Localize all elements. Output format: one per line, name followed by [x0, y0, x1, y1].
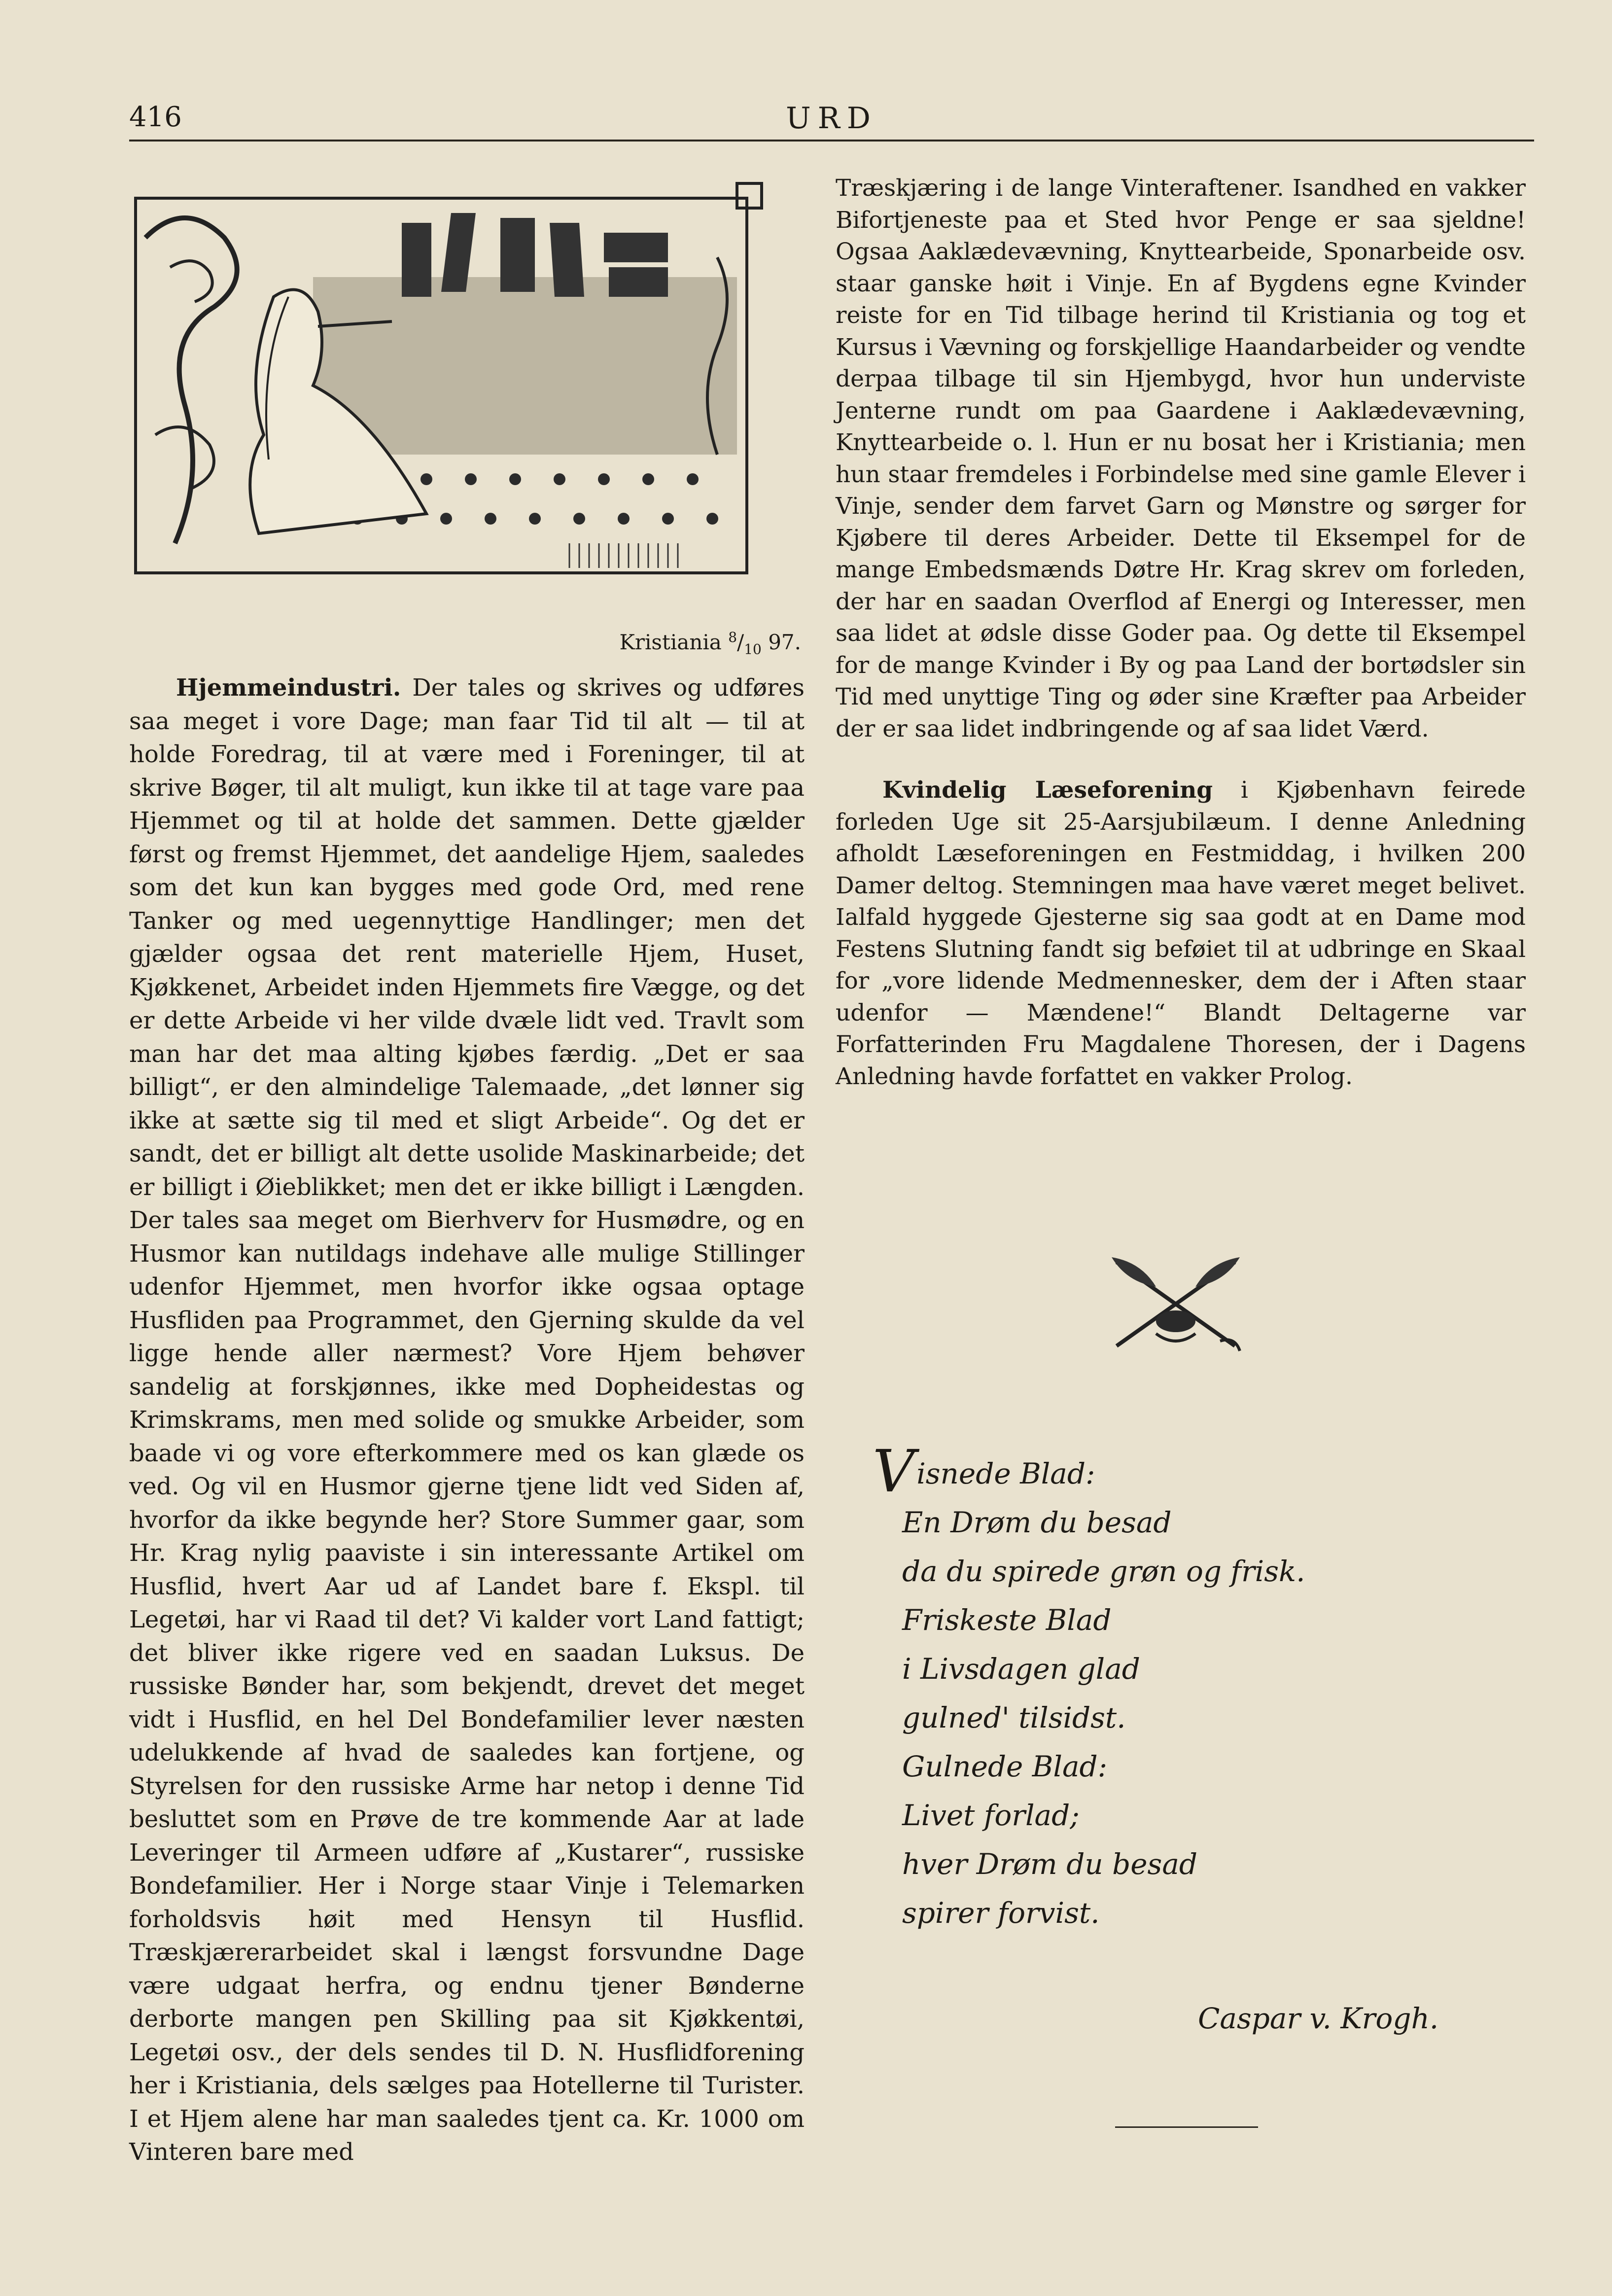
running-title: URD [786, 101, 877, 136]
poem-line-3: da du spirede grøn og frisk. [902, 1554, 1305, 1588]
poem-line-1 [873, 1437, 1513, 1505]
article-body: Der tales og skrives og udføres saa meget i vore Dage; man faar Tid til alt — til at holde Foredrag, til at være med i Foreninger, til at skrive Bøger, til alt muligt, kun ikke til at tage vare paa Hjemmet og til at holde det sammen. Dette gjælder først og fremst Hjemmet, det aandelige Hjem, saaledes som det kun kan bygges med gode Ord, med rene Tanker og med uegennyttige Handlinger; men det gjælder ogsaa det rent materielle Hjem, Huset, Kjøkkenet, Arbeidet inden Hjemmets fire Vægge, og det er dette Arbeide vi her vilde dvæle lidt ved. Travlt som man har det maa alting kjøbes færdig. „Det er saa billigt“, er den almindelige Talemaade, „det lønner sig ikke at sætte sig til med et sligt Arbeide“. Og det er sandt, det er billigt alt dette usolide Maskinarbeide; det er billigt i Øieblikket; men det er ikke billigt i Længden. Der tales saa meget om Bierhverv for Husmødre, og en Husmor kan nutildags indehave alle mulige Stillinger udenfor Hjemmet, men hvorfor ikke ogsaa optage Husfliden paa Programmet, den Gjerning skulde da vel ligge hende aller nærmest? Vore Hjem behøver sandelig at forskjønnes, ikke med Dopheidestas og Krimskrams, men med solide og smukke Arbeider, som baade vi og vore efterkommere med os kan glæde os ved. Og vil en Husmor gjerne tjene lidt ved Siden af, hvorfor da ikke begynde her? Store Summer gaar, som Hr. Krag nylig paaviste i sin interessante Artikel om Husflid, hvert Aar ud af Landet bare f. Ekspl. til Legetøi, har vi Raad til det? Vi kalder vort Land fattigt; det bliver ikke rigere ved en saadan Luksus. De russiske Bønder har, som bekjendt, drevet det meget vidt i Husflid, en hel Del Bondefamilier lever næsten udelukkende af hvad de saaledes kan fortjene, og Styrelsen for den russiske Arme har netop i denne Tid besluttet som en Prøve de tre kommende Aar at lade Leveringer til Armeen udføre af „Kustarer“, russiske Bondefamilier. Her i Norge staar Vinje i Telemarken forholdsvis høit med Hensyn til Husflid. Træskjærerarbeidet skal i længst forsvundne Dage være udgaat herfra, og endnu tjener Bønderne derborte mangen pen Skilling paa sit Kjøkkentøi, Legetøi osv., der dels sendes til D. N. Husflidforening her i Kristiania, dels sælges paa Hotellerne til Turister. I et Hjem alene har man saaledes tjent ca. Kr. 1000 om Vinteren bare med [129, 674, 805, 2166]
page-number: 416 [129, 101, 182, 133]
end-rule [1115, 2126, 1258, 2128]
poem-line-8: Livet forlad; [902, 1799, 1080, 1832]
right-column [836, 173, 1526, 1093]
header-rule [129, 140, 1534, 141]
article-lead: Hjemmeindustri. [176, 674, 401, 702]
poem-line-1-text: isnede Blad: [916, 1457, 1095, 1490]
vignette-illustration [126, 178, 776, 587]
article-continuation: Træskjæring i de lange Vinteraftener. Isandhed en vakker Bifortjeneste paa et Sted hvor Penge er saa sjeldne! Ogsaa Aaklædevævning, Knyttearbeide, Sponarbeide osv. staar ganske høit i Vinje. En af Bygdens egne Kvinder reiste for en Tid tilbage herind til Kristiania og tog et Kursus i Vævning og forskjellige Haandarbeider og vendte derpaa tilbage til sin Hjembygd, hvor hun underviste Jenterne rundt om paa Gaardene i Aaklædevævning, Knyttearbeide o. l. Hun er nu bosat her i Kristiania; men hun staar fremdeles i Forbindelse med sine gamle Elever i Vinje, sender dem farvet Garn og Mønstre og sørger for Kjøbere til deres Arbeider. Dette til Eksempel for de mange Embedsmænds Døtre Hr. Krag skrev om forleden, der har en saadan Overflod af Energi og Interesser, men saa lidet at ødsle disse Goder paa. Og dette til Eksempel for de mange Kvinder i By og paa Land der bortødsler sin Tid med unyttige Ting og øder sine Kræfter paa Arbeider der er saa lidet indbringende og af saa lidet Værd. [836, 175, 1526, 742]
article-body-2: i Kjøbenhavn feirede forleden Uge sit 25-Aarsjubilæum. I denne Anledning afholdt Læseforeningen en Festmiddag, i hvilken 200 Damer deltog. Stemningen maa have været meget belivet. Ialfald hyggede Gjesterne sig saa godt at en Dame mod Festens Slutning fandt sig beføiet til at udbringe en Skaal for „vore lidende Medmennesker, dem der i Aften staar udenfor — Mændene!“ Blandt Deltagerne var Forfatterinden Fru Magdalene Thoresen, der i Dagens Anledning havde forfattet en vakker Prolog. [836, 777, 1526, 1090]
page-header [129, 101, 1534, 141]
caption-day: 8 [728, 629, 737, 645]
poem [873, 1437, 1513, 1938]
caption-month: 10 [744, 641, 762, 658]
poem-line-7: Gulnede Blad: [902, 1750, 1108, 1783]
poem-line-5: i Livsdagen glad [902, 1652, 1140, 1686]
left-column [129, 671, 805, 2169]
illustration-caption: Kristiania $^8/_{10}$ 97. [619, 629, 801, 658]
paragraph-gap [836, 745, 1526, 775]
poem-line-6: gulned' tilsidst. [902, 1701, 1126, 1734]
poem-line-4: Friskeste Blad [902, 1603, 1112, 1637]
poem-line-9: hver Drøm du besad [902, 1847, 1198, 1881]
article-lead-2: Kvindelig Læseforening [882, 777, 1213, 804]
caption-city: Kristiania [619, 630, 722, 654]
poem-author: Caspar v. Krogh. [1198, 2002, 1439, 2035]
poem-initial: V [873, 1437, 915, 1505]
poem-line-10: spirer forvist. [902, 1896, 1100, 1930]
caption-year: 97. [768, 630, 801, 654]
poem-line-2: En Drøm du besad [902, 1506, 1172, 1539]
article-laeseforening [836, 775, 1526, 1093]
article-hjemmeindustri [129, 671, 805, 2169]
quill-ornament-icon [1097, 1247, 1255, 1366]
